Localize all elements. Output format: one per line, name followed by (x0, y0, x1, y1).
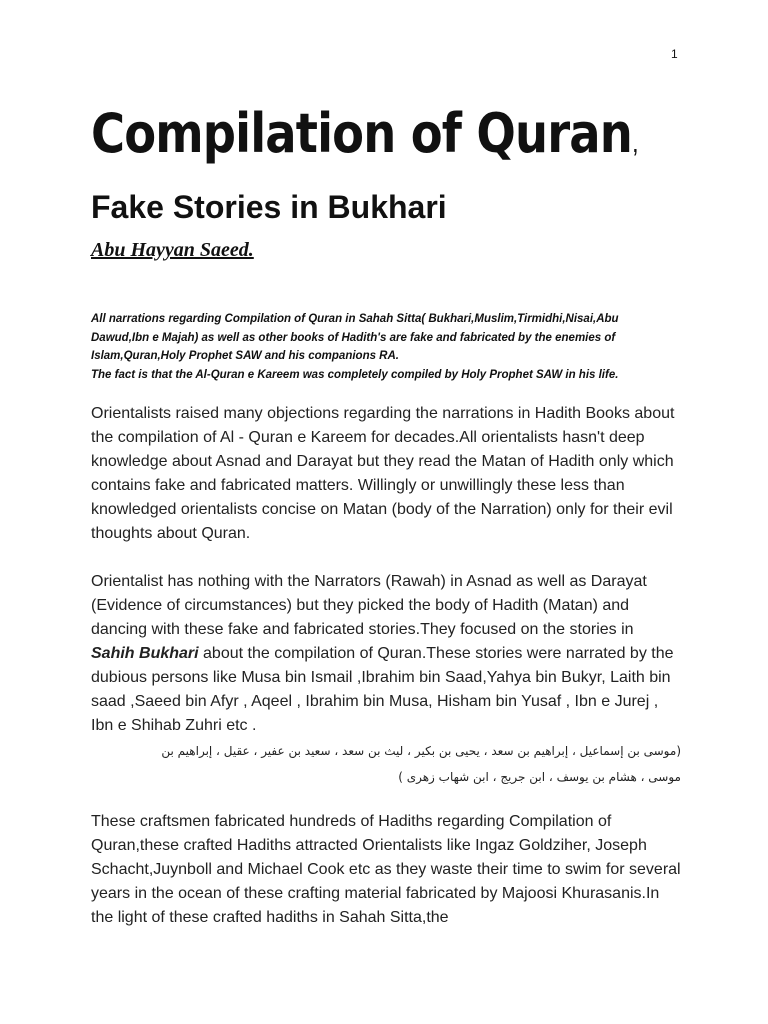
arabic-names-line-2: موسی ، هشام بن یوسف ، ابن جریج ، ابن شهاب زهری ) (398, 770, 681, 784)
paragraph-3: These craftsmen fabricated hundreds of Hadiths regarding Compilation of Quran,these crafted Hadiths attracted Orientalists like Ingaz Goldziher, Joseph Schacht,Juynboll and Michael Cook etc as they waste their time to swim for several years in the ocean of these crafting material fabricated by Majoosi Khurasanis.In the light of these crafted hadiths in Sahah Sitta,the (91, 813, 681, 926)
page-number: 1 (671, 47, 678, 61)
paragraph-2 (91, 570, 681, 790)
paragraph-2-text-cont: about the compilation of Quran.These stories were narrated by the dubious persons like Musa bin Ismail ,Ibrahim bin Saad,Yahya bin Bukyr, Laith bin saad ,Saeed bin Afyr , Aqeel , Ibrahim bin Musa, Hisham bin Yusaf , Ibn e Jurej , Ibn e Shihab Zuhri etc . (91, 645, 674, 734)
author-name: Abu Hayyan Saeed. (91, 239, 254, 261)
paragraph-2-text: Orientalist has nothing with the Narrators (Rawah) in Asnad as well as Darayat (Evidence of circumstances) but they picked the body of Hadith (Matan) and dancing with these fake and fabricated stories.They focused on the stories in (91, 573, 647, 638)
document-subtitle: Fake Stories in Bukhari (91, 189, 447, 225)
summary-block (91, 310, 671, 384)
summary-line-1: All narrations regarding Compilation of Quran in Sahah Sitta( Bukhari,Muslim,Tirmidhi,Nisai,Abu Dawud,Ibn e Majah) as well as other books of Hadith's are fake and fabricated by the enemies of Islam,Quran,Holy Prophet SAW and his companions RA. (91, 313, 619, 362)
document-title (91, 98, 639, 179)
arabic-names-line-1: (موسی بن إسماعیل ، إبراهیم بن سعد ، یحیی بن بکیر ، لیث بن سعد ، سعید بن عفیر ، عقیل ، إبراهیم بن (161, 744, 681, 758)
paragraph-1: Orientalists raised many objections regarding the narrations in Hadith Books about the compilation of Al - Quran e Kareem for decades.All orientalists hasn't deep knowledge about Asnad and Darayat but they read the Matan of Hadith only which contains fake and fabricated matters. Willingly or unwillingly these less than knowledged orientalists concise on Matan (body of the Narration) only for their evil thoughts about Quran. (91, 405, 675, 542)
title-comma: , (631, 127, 639, 158)
sahih-bukhari-emphasis: Sahih Bukhari (91, 645, 199, 662)
summary-line-2: The fact is that the Al-Quran e Kareem was completely compiled by Holy Prophet SAW in his life. (91, 368, 619, 381)
title-text: Compilation of Quran (91, 102, 632, 165)
